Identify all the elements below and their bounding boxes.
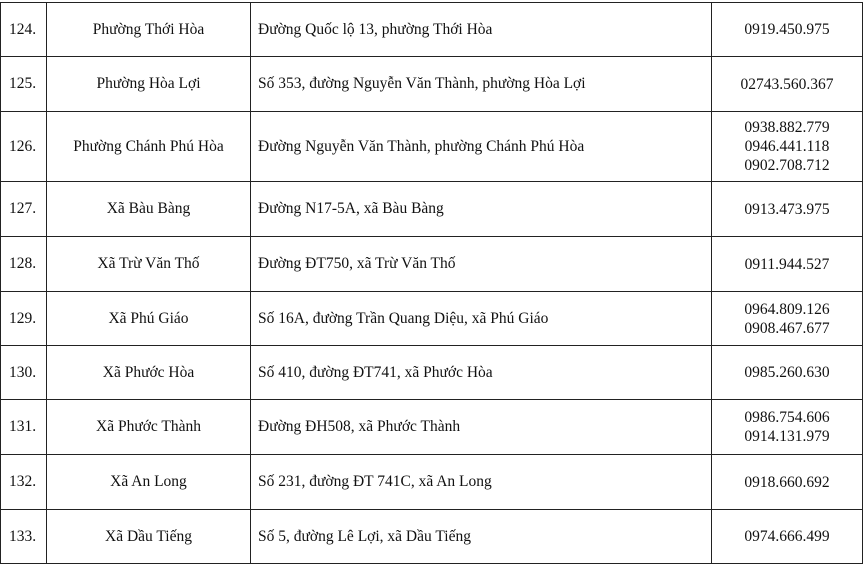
row-number: 129. [1,292,47,346]
ward-name: Phường Chánh Phú Hòa [47,112,251,182]
phone-cell [712,400,863,455]
table-row [1,400,863,455]
phone-number: 0986.754.606 [744,409,830,426]
ward-name: Xã Trừ Văn Thố [47,237,251,292]
row-number: 126. [1,112,47,182]
phone-number: 0902.708.712 [744,157,830,174]
ward-name: Xã Bàu Bàng [47,182,251,237]
table-row [1,112,863,182]
row-number: 133. [1,510,47,564]
phone-cell [712,237,863,292]
phone-cell [712,510,863,564]
phone-number: 02743.560.367 [740,75,834,93]
table-row [1,455,863,510]
address: Đường ĐH508, xã Phước Thành [251,400,712,455]
table-row [1,237,863,292]
table-row [1,3,863,57]
row-number: 124. [1,3,47,57]
phone-number: 0913.473.975 [744,200,830,218]
ward-name: Xã Phước Thành [47,400,251,455]
contact-table-body [1,3,863,564]
phone-cell [712,292,863,346]
address: Đường N17-5A, xã Bàu Bàng [251,182,712,237]
phone-number: 0919.450.975 [744,21,830,38]
address: Số 5, đường Lê Lợi, xã Dầu Tiếng [251,510,712,564]
phone-cell [712,346,863,400]
phone-number: 0974.666.499 [744,528,830,545]
row-number: 130. [1,346,47,400]
ward-name: Xã Phước Hòa [47,346,251,400]
row-number: 127. [1,182,47,237]
ward-name: Phường Thới Hòa [47,3,251,57]
phone-number: 0964.809.126 [744,300,830,318]
address: Số 231, đường ĐT 741C, xã An Long [251,455,712,510]
table-row [1,182,863,237]
phone-number: 0985.260.630 [744,364,830,381]
address: Số 353, đường Nguyễn Văn Thành, phường Hòa Lợi [251,57,712,112]
table-row [1,510,863,564]
address: Đường Quốc lộ 13, phường Thới Hòa [251,3,712,57]
ward-name: Xã Phú Giáo [47,292,251,346]
phone-number: 0918.660.692 [744,473,830,491]
phone-number: 0946.441.118 [744,138,830,155]
phone-cell [712,3,863,57]
ward-name: Xã An Long [47,455,251,510]
address: Đường ĐT750, xã Trừ Văn Thố [251,237,712,292]
phone-number: 0914.131.979 [744,428,830,445]
ward-name: Phường Hòa Lợi [47,57,251,112]
ward-name: Xã Dầu Tiếng [47,510,251,564]
phone-number: 0908.467.677 [744,319,830,337]
phone-cell [712,455,863,510]
address: Số 410, đường ĐT741, xã Phước Hòa [251,346,712,400]
address: Đường Nguyễn Văn Thành, phường Chánh Phú Hòa [251,112,712,182]
address: Số 16A, đường Trần Quang Diệu, xã Phú Giáo [251,292,712,346]
phone-cell [712,182,863,237]
phone-cell [712,57,863,112]
table-row [1,346,863,400]
row-number: 131. [1,400,47,455]
phone-number: 0938.882.779 [744,119,830,136]
row-number: 128. [1,237,47,292]
phone-cell [712,112,863,182]
contact-table [0,2,863,564]
row-number: 125. [1,57,47,112]
phone-number: 0911.944.527 [744,255,830,273]
table-row [1,292,863,346]
row-number: 132. [1,455,47,510]
table-row [1,57,863,112]
